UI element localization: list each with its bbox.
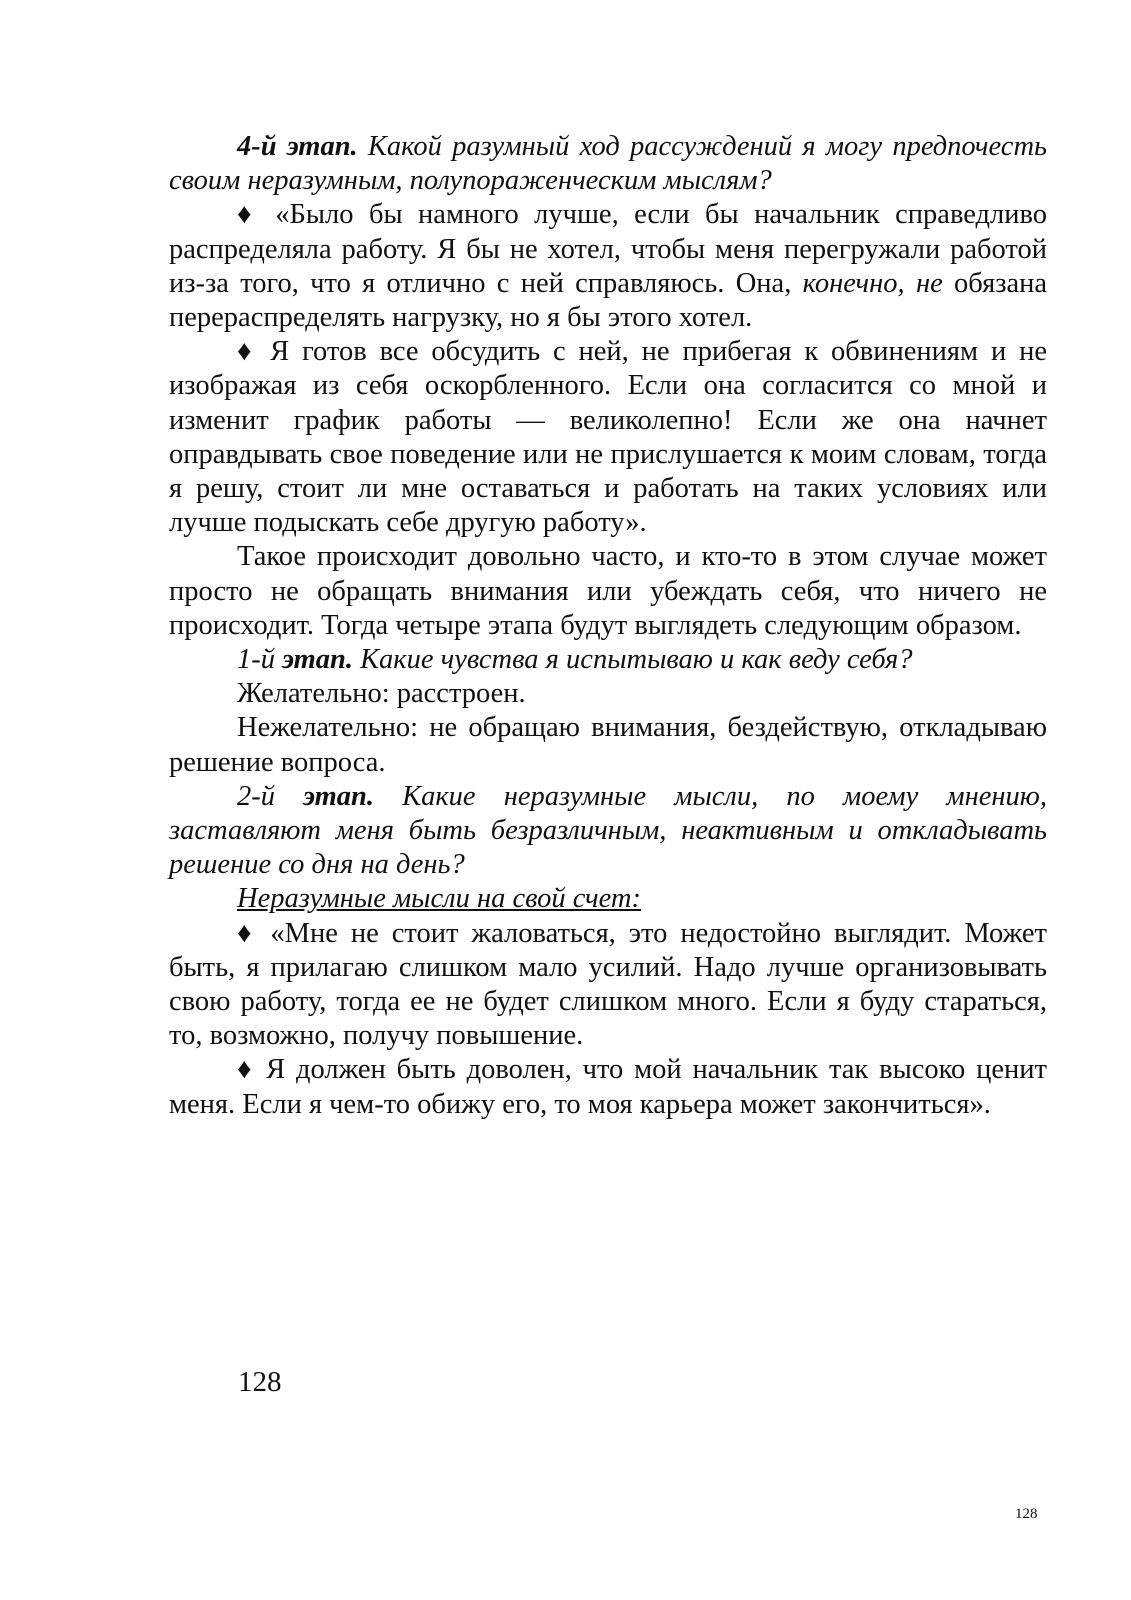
paragraph-irrational-thought-1: ♦ «Мне не стоит жаловаться, это недостойно выглядит. Может быть, я прилагаю слишком мало усилий. Надо лучше организовывать свою работу, тогда ее не будет слишком много. Если я буду стараться, то, возможно, получу повышение. [169,917,1047,1052]
paragraph-rational-thought-1 [169,198,1047,335]
irrational-thoughts-subheading [169,882,1047,916]
paragraph-transition: Такое происходит довольно часто, и кто-то в этом случае может просто не обращать внимания или убеждать себя, что ничего не происходит. Тогда четыре этапа будут выглядеть следующим образом. [169,541,1047,641]
stage-1-heading [169,643,1047,677]
stage-4-label: 4-й этап. [237,131,358,162]
paragraph-text: ♦ «Было бы намного лучше, если бы начальник справедливо распределяла работу. Я бы не хотел, чтобы меня перегружали работой из-за того, что я отлично с ней справляюсь. Она, [169,199,1047,299]
paragraph-text: обязана перераспределять нагрузку, но я бы этого хотел. [169,267,1048,334]
stage-2-label: этап. [303,780,374,812]
stage-2-prefix: 2-й [237,780,304,812]
stage-1-prefix: 1-й [237,644,283,676]
paragraph-rational-thought-2: ♦ Я готов все обсудить с ней, не прибегая к обвинениям и не изображая из себя оскорбленного. Если она согласится со мной и изменит график работы — великолепно! Если же она начнет оправдывать свое поведение или не прислушается к моим словам, тогда я решу, стоит ли мне оставаться и работать на таких условиях или лучше подыскать себе другую работу». [169,336,1047,539]
body-text [169,130,1047,1122]
paragraph-undesirable: Нежелательно: не обращаю внимания, бездействую, откладываю решение вопроса. [169,712,1047,778]
stage-4-question: Какой разумный ход рассуждений я могу предпочесть своим неразумным, полупораженческим мыслям? [169,131,1048,197]
stage-2-heading [169,780,1047,883]
page-number: 128 [238,1366,282,1398]
subheading-text: Неразумные мысли на свой счет: [237,883,641,915]
stage-2-question: Какие неразумные мысли, по моему мнению, заставляют меня быть безразличным, неактивным и откладывать решение со дня на день? [169,780,1047,881]
stage-1-question: Какие чувства я испытываю и как веду себя? [352,644,913,676]
page-number-corner: 128 [1015,1506,1038,1522]
italic-emphasis: конечно, не [802,267,943,299]
stage-4-heading [169,130,1047,198]
paragraph-irrational-thought-2: ♦ Я должен быть доволен, что мой начальник так высоко ценит меня. Если я чем-то обижу его, то моя карьера может закончиться». [169,1054,1047,1120]
stage-1-label: этап. [282,644,353,676]
paragraph-desirable: Желательно: расстроен. [237,678,526,710]
